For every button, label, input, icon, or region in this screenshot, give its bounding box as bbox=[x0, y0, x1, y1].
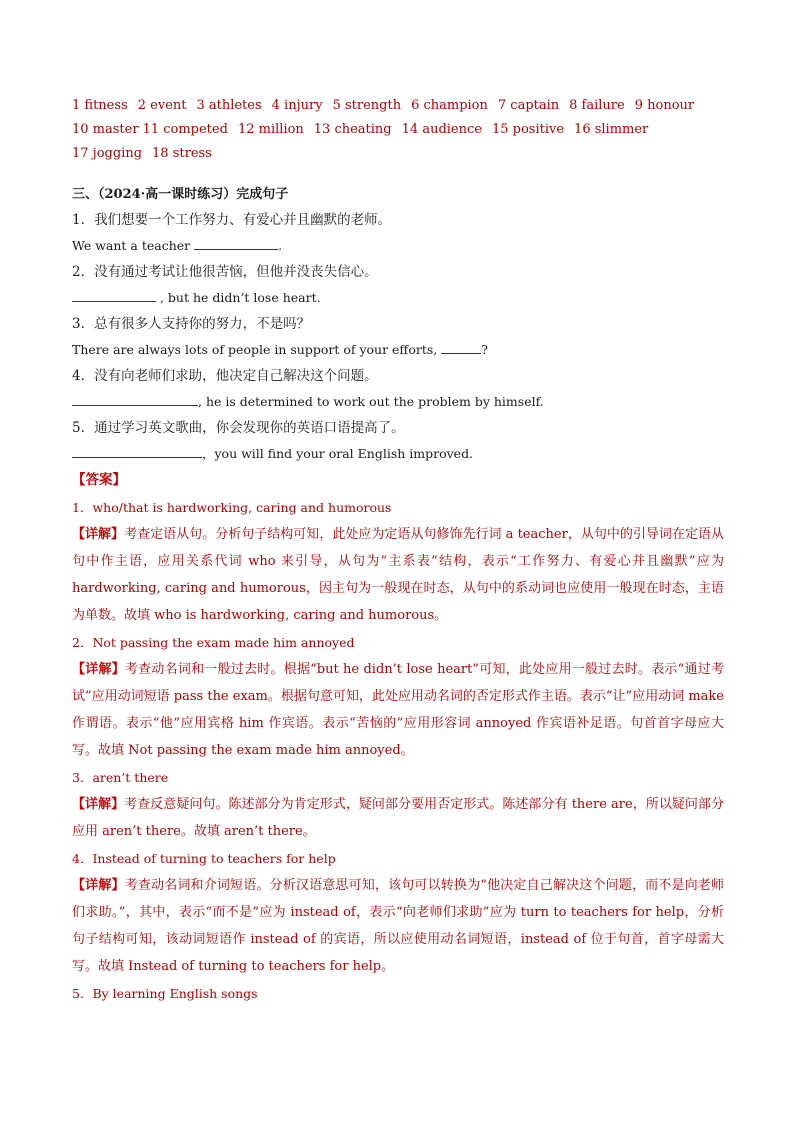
vocab-item: 8 failure bbox=[569, 98, 625, 113]
answer-blank[interactable] bbox=[72, 445, 202, 458]
vocab-answer-row-2 bbox=[72, 118, 724, 142]
answer-blank[interactable] bbox=[72, 289, 156, 302]
answer-blank[interactable] bbox=[72, 393, 198, 406]
vocab-answer-row-1 bbox=[72, 94, 724, 118]
vocab-item: 18 stress bbox=[152, 146, 212, 161]
vocab-item: 15 positive bbox=[491, 122, 565, 137]
detail-2: 【详解】考查动名词和一般过去时。根据“but he didn’t lose heart”可知，此处应用一般过去时。表示“通过考试”应用动词短语 pass the exam。根据句意可知，此处应用动名词的否定形式作主语。表示“让”应用动词 make 作谓语。表示“他”应用宾格 him 作宾语。表示“苦恼的”应用形容词 annoyed 作宾语补足语。句首首字母应大写。故填 Not passing the exam made him annoyed。 bbox=[72, 662, 724, 758]
answer-1: 1．who/that is hardworking, caring and humorous bbox=[72, 500, 392, 515]
answer-3: 3．aren’t there bbox=[72, 770, 169, 785]
question-5-en: ，you will find your oral English improved. bbox=[72, 441, 724, 467]
vocab-item: 16 slimmer bbox=[574, 122, 649, 137]
vocab-item: 12 million bbox=[237, 122, 304, 137]
detail-1: 【详解】考查定语从句。分析句子结构可知，此处应为定语从句修饰先行词 a teacher，从句中的引导词在定语从句中作主语，应用关系代词 who 来引导，从句为“主系表”结构，表示“工作努力、有爱心并且幽默”应为 hardworking, caring and humorous，因主句为一般现在时态，从句中的系动词也应使用一般现在时态，主语为单数。故填 who is hardworking, caring and humorous。 bbox=[72, 527, 724, 623]
vocab-item: 11 competed bbox=[142, 122, 228, 137]
answer-blank[interactable] bbox=[441, 341, 481, 354]
vocab-item: 4 injury bbox=[271, 98, 323, 113]
vocab-item: 7 captain bbox=[497, 98, 560, 113]
vocab-item: 10 master bbox=[72, 122, 139, 137]
question-1-zh: 1．我们想要一个工作努力、有爱心并且幽默的老师。 bbox=[72, 212, 392, 228]
answer-5: 5．By learning English songs bbox=[72, 986, 258, 1001]
vocab-item: 6 champion bbox=[411, 98, 488, 113]
document-page bbox=[72, 94, 724, 1007]
detail-4: 【详解】考查动名词和介词短语。分析汉语意思可知，该句可以转换为“他决定自己解决这个问题，而不是向老师们求助。”，其中，表示“而不是”应为 instead of，表示“向老师们求助”应为 turn to teachers for help，分析句子结构可知，该动词短语作 instead of 的宾语，所以应使用动名词短语，instead of 位于句首，首字母需大写。故填 Instead of turning to teachers for help。 bbox=[72, 878, 724, 974]
question-5-zh: 5．通过学习英文歌曲，你会发现你的英语口语提高了。 bbox=[72, 420, 405, 436]
question-2-zh: 2．没有通过考试让他很苦恼，但他并没丧失信心。 bbox=[72, 264, 378, 280]
vocab-item: 17 jogging bbox=[72, 146, 143, 161]
detail-3: 【详解】考查反意疑问句。陈述部分为肯定形式，疑问部分要用否定形式。陈述部分有 there are，所以疑问部分应用 aren’t there。故填 aren’t there。 bbox=[72, 797, 724, 839]
answer-blank[interactable] bbox=[194, 237, 278, 250]
question-2-en: , but he didn’t lose heart. bbox=[72, 285, 724, 311]
vocab-item: 3 athletes bbox=[196, 98, 262, 113]
vocab-item: 9 honour bbox=[634, 98, 695, 113]
answer-heading: 【答案】 bbox=[72, 472, 126, 488]
question-1-en: We want a teacher . bbox=[72, 238, 283, 253]
section-title: 三、（2024·高一课时练习）完成句子 bbox=[72, 187, 289, 202]
question-3-en: There are always lots of people in support of your efforts, ? bbox=[72, 342, 488, 357]
question-3-zh: 3．总有很多人支持你的努力，不是吗？ bbox=[72, 316, 311, 332]
vocab-item: 2 event bbox=[137, 98, 187, 113]
answer-2: 2．Not passing the exam made him annoyed bbox=[72, 635, 355, 650]
question-4-en: , he is determined to work out the problem by himself. bbox=[72, 389, 724, 415]
question-4-zh: 4．没有向老师们求助，他决定自己解决这个问题。 bbox=[72, 368, 378, 384]
vocab-item: 1 fitness bbox=[72, 98, 128, 113]
vocab-item: 14 audience bbox=[401, 122, 482, 137]
vocab-item: 5 strength bbox=[332, 98, 402, 113]
answer-4: 4．Instead of turning to teachers for help bbox=[72, 851, 336, 866]
vocab-item: 13 cheating bbox=[313, 122, 392, 137]
vocab-answer-row-3 bbox=[72, 142, 724, 166]
